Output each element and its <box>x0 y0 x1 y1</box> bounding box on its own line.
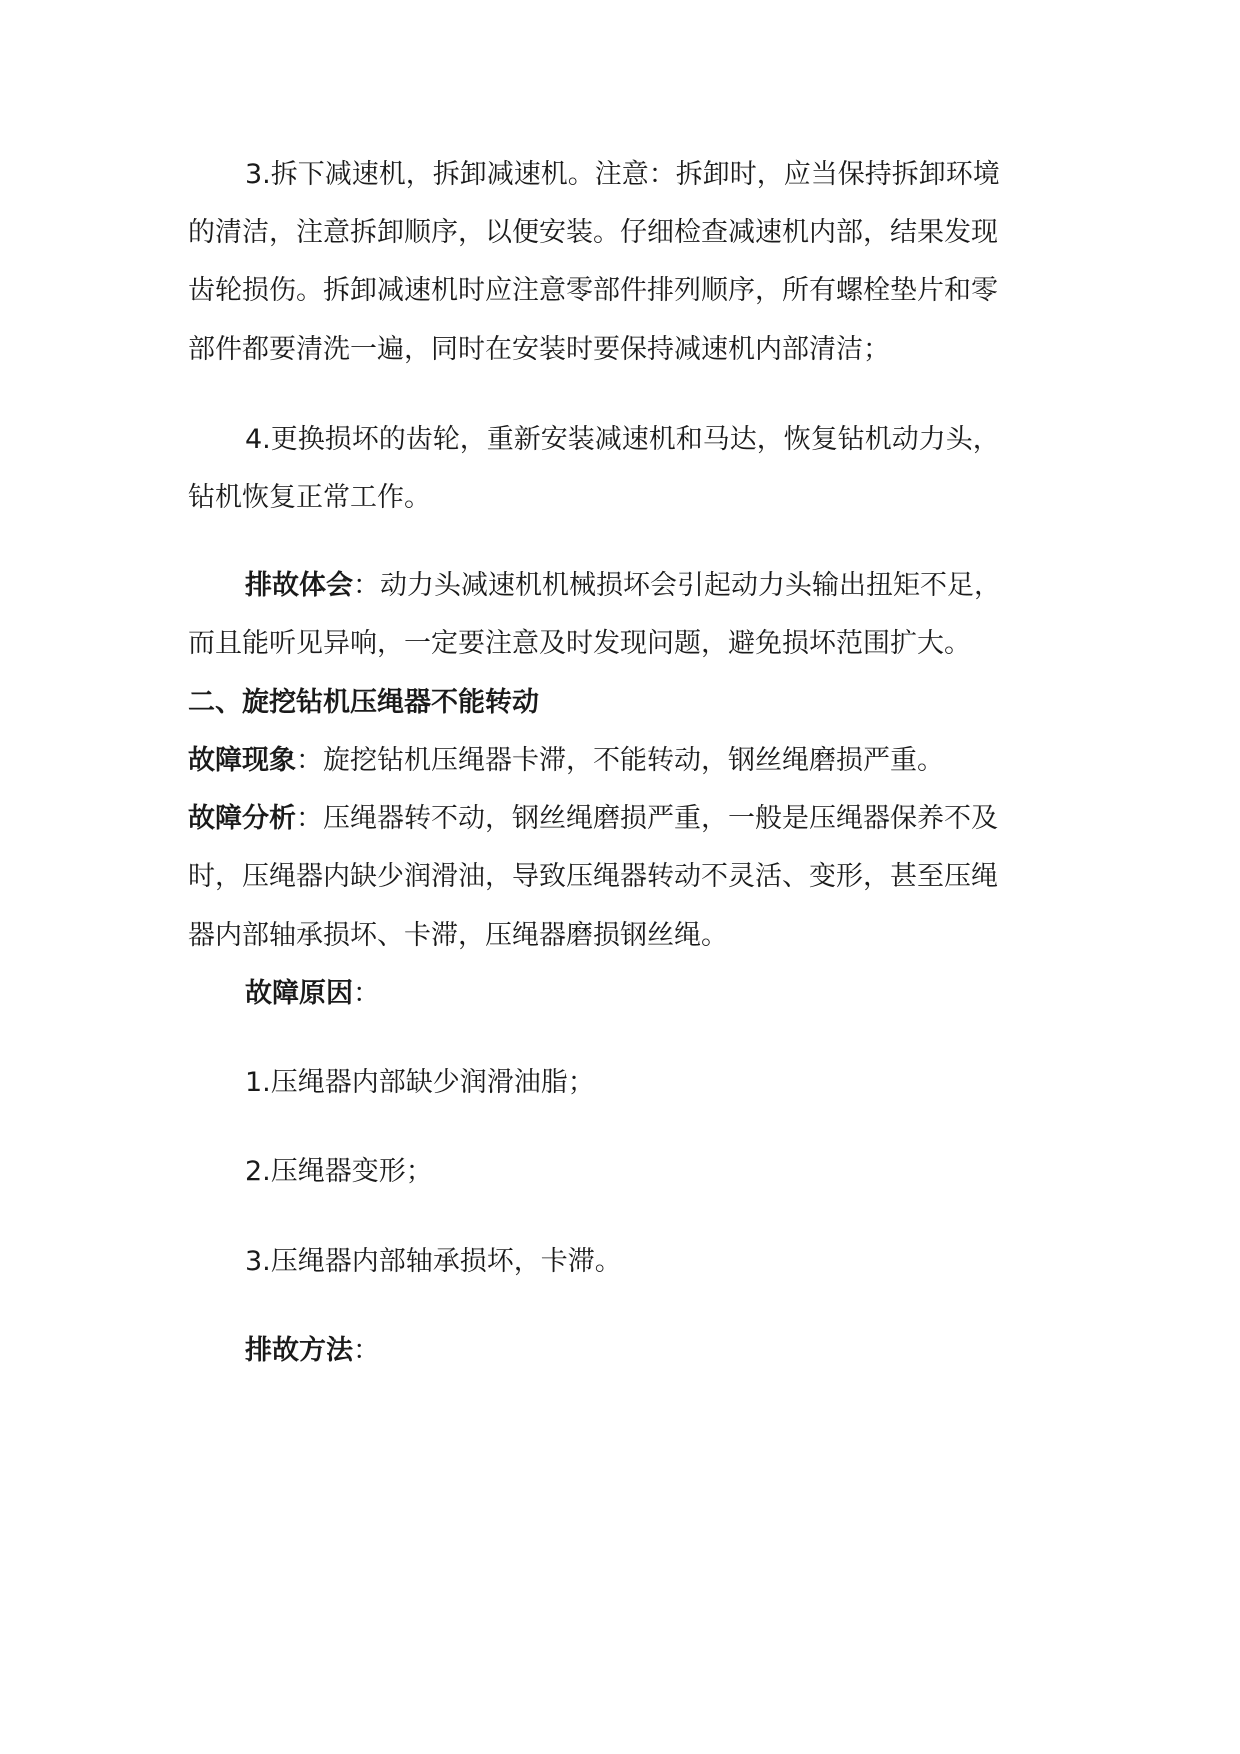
experience-label: 排故体会 <box>245 570 353 601</box>
method-heading <box>245 1331 380 1371</box>
cause-label: 故障原因 <box>245 978 353 1009</box>
experience-line <box>245 566 1001 606</box>
paragraph-line: 时，压绳器内缺少润滑油，导致压绳器转动不灵活、变形，甚至压绳 <box>188 861 998 892</box>
experience-text: ：动力头减速机机械损坏会引起动力头输出扭矩不足， <box>353 570 1001 601</box>
paragraph-line: 3.拆下减速机，拆卸减速机。注意：拆卸时，应当保持拆卸环境 <box>245 159 1000 190</box>
paragraph-line: 器内部轴承损坏、卡滞，压绳器磨损钢丝绳。 <box>188 920 728 951</box>
method-colon: ： <box>353 1335 380 1366</box>
cause-item: 3.压绳器内部轴承损坏，卡滞。 <box>245 1246 622 1277</box>
method-label: 排故方法 <box>245 1335 353 1366</box>
analysis-line <box>188 799 998 839</box>
symptom-line <box>188 741 944 781</box>
symptom-label: 故障现象 <box>188 745 296 776</box>
symptom-text: ：旋挖钻机压绳器卡滞，不能转动，钢丝绳磨损严重。 <box>296 745 944 776</box>
paragraph-line: 钻机恢复正常工作。 <box>188 482 431 513</box>
section-heading: 二、旋挖钻机压绳器不能转动 <box>188 687 539 718</box>
paragraph-line: 齿轮损伤。拆卸减速机时应注意零部件排列顺序，所有螺栓垫片和零 <box>188 275 998 306</box>
paragraph-line: 4.更换损坏的齿轮，重新安装减速机和马达，恢复钻机动力头， <box>245 424 1000 455</box>
cause-heading <box>245 974 380 1014</box>
paragraph-line: 的清洁，注意拆卸顺序，以便安装。仔细检查减速机内部，结果发现 <box>188 217 998 248</box>
cause-item: 1.压绳器内部缺少润滑油脂； <box>245 1067 595 1098</box>
analysis-text: ：压绳器转不动，钢丝绳磨损严重，一般是压绳器保养不及 <box>296 803 998 834</box>
paragraph-line: 部件都要清洗一遍，同时在安装时要保持减速机内部清洁； <box>188 334 890 365</box>
cause-colon: ： <box>353 978 380 1009</box>
cause-item: 2.压绳器变形； <box>245 1156 433 1187</box>
paragraph-line: 而且能听见异响，一定要注意及时发现问题，避免损坏范围扩大。 <box>188 628 971 659</box>
analysis-label: 故障分析 <box>188 803 296 834</box>
